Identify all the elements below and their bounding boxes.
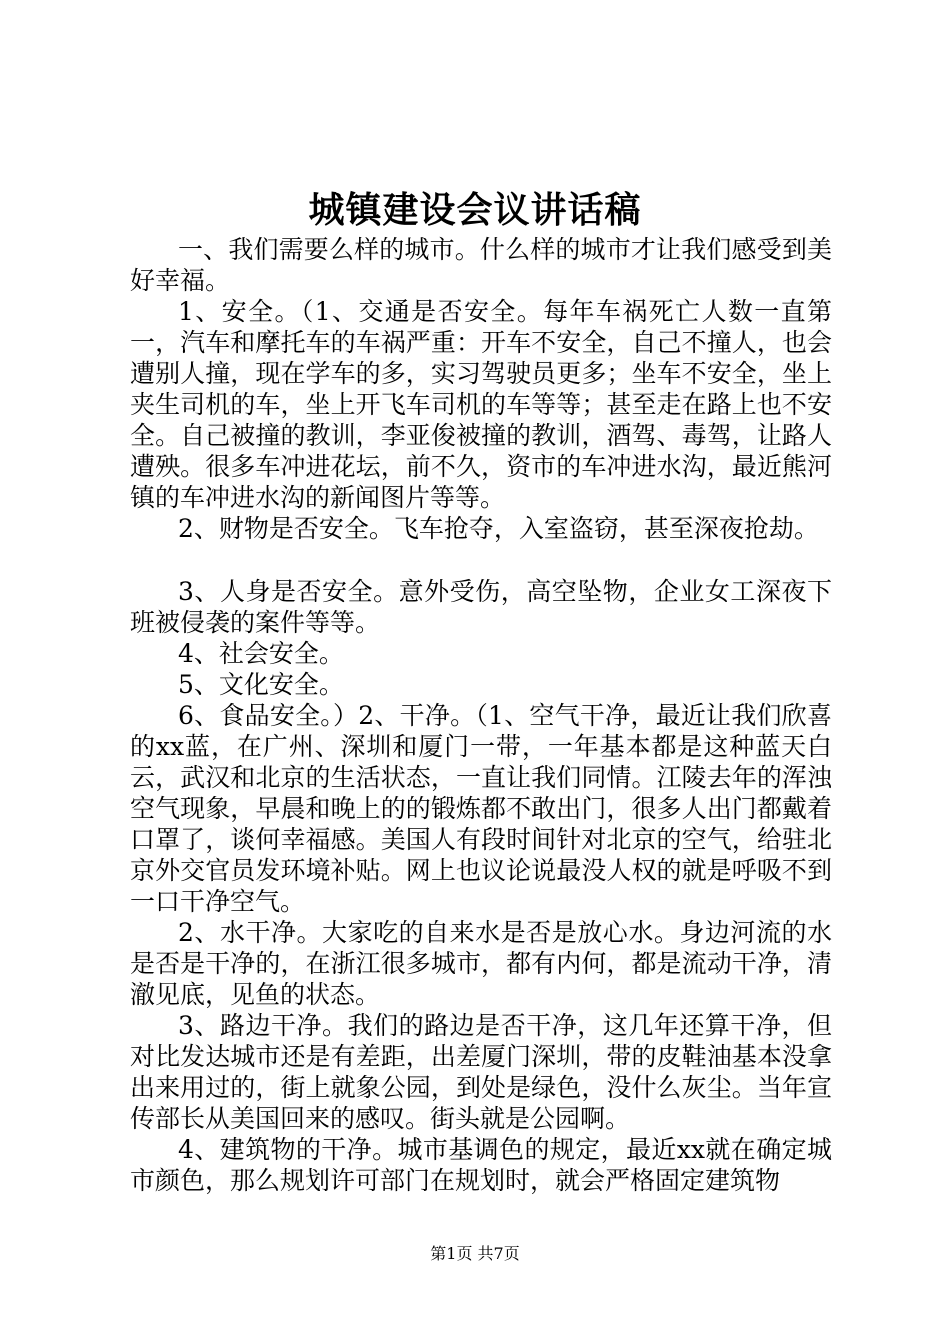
paragraph-4: 3、人身是否安全。意外受伤，高空坠物，企业女工深夜下班被侵袭的案件等等。 (130, 577, 832, 637)
paragraph-1: 一、我们需要么样的城市。什么样的城市才让我们感受到美好幸福。 (130, 235, 832, 295)
paragraph-8: 2、水干净。大家吃的自来水是否是放心水。身边河流的水是否是干净的，在浙江很多城市，都有内何，都是流动干净，清澈见底，见鱼的状态。 (130, 918, 832, 1009)
page-number-footer: 第1页 共7页 (430, 1244, 520, 1263)
paragraph-6: 5、文化安全。 (178, 670, 344, 699)
paragraph-9: 3、路边干净。我们的路边是否干净，这几年还算干净，但对比发达城市还是有差距，出差厦门深圳，带的皮鞋油基本没拿出来用过的，街上就象公园，到处是绿色，没什么灰尘。当年宣传部长从美国回来的感叹。街头就是公园啊。 (130, 1011, 832, 1133)
paragraph-10: 4、建筑物的干净。城市基调色的规定，最近xx就在确定城市颜色，那么规划许可部门在规划时，就会严格固定建筑物 (130, 1135, 832, 1195)
document-title: 城镇建设会议讲话稿 (308, 189, 642, 231)
document-body (130, 234, 832, 1196)
paragraph-7: 6、食品安全。）2、干净。（1、空气干净，最近让我们欣喜的xx蓝，在广州、深圳和厦门一带，一年基本都是这种蓝天白云，武汉和北京的生活状态，一直让我们同情。江陵去年的浑浊空气现象，早晨和晚上的的锻炼都不敢出门，很多人出门都戴着口罩了，谈何幸福感。美国人有段时间针对北京的空气，给驻北京外交官员发环境补贴。网上也议论说最没人权的就是呼吸不到一口干净空气。 (130, 701, 832, 916)
paragraph-2: 1、安全。（1、交通是否安全。每年车祸死亡人数一直第一，汽车和摩托车的车祸严重：开车不安全，自己不撞人，也会遭别人撞，现在学车的多，实习驾驶员更多；坐车不安全，坐上夹生司机的车，坐上开飞车司机的车等等；甚至走在路上也不安全。自己被撞的教训，李亚俊被撞的教训，酒驾、毒驾，让路人遭殃。很多车冲进花坛，前不久，资市的车冲进水沟，最近熊河镇的车冲进水沟的新闻图片等等。 (130, 297, 832, 512)
paragraph-5: 4、社会安全。 (178, 639, 344, 668)
paragraph-3: 2、财物是否安全。飞车抢夺，入室盗窃，甚至深夜抢劫。 (178, 514, 819, 543)
